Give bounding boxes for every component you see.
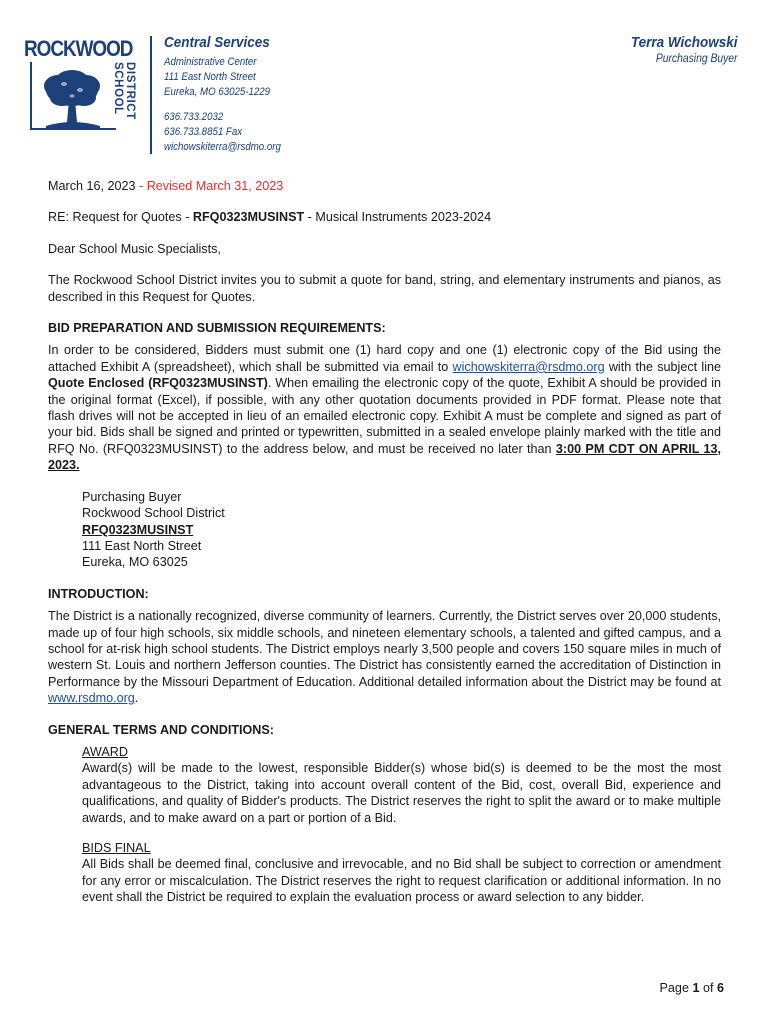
letterhead-divider <box>150 36 152 154</box>
logo-vertical-district: DISTRICT <box>124 62 136 120</box>
address-line: 111 East North Street <box>164 71 256 83</box>
address-line: Eureka, MO 63025-1229 <box>164 86 271 98</box>
bid-deadline: 3:00 PM CDT ON APRIL 13, 2023. <box>48 441 721 473</box>
address-line: Eureka, MO 63025 <box>82 555 188 570</box>
buyer-title: Purchasing Buyer <box>656 53 738 65</box>
bid-heading: BID PREPARATION AND SUBMISSION REQUIREMENTS: <box>48 321 386 336</box>
address-line: 111 East North Street <box>82 538 202 553</box>
bids-final-title: BIDS FINAL <box>82 841 151 855</box>
of-label: of <box>699 981 717 995</box>
letter-date <box>48 178 721 194</box>
page-total: 6 <box>716 981 724 995</box>
intro-heading: INTRODUCTION: <box>48 586 149 601</box>
bids-final-body: All Bids shall be deemed final, conclusive and irrevocable, and no Bid shall be subject to correction or amendment for any error or miscalculation. The District reserves the right to request clarification or additional information. In no event shall the District be required to explain the evaluation process or award selection to any bidder. <box>82 857 721 905</box>
bid-email-link[interactable]: wichowskiterra@rsdmo.org <box>452 359 605 374</box>
re-suffix: - Musical Instruments 2023-2024 <box>304 210 492 225</box>
logo-name: ROCKWOOD <box>24 36 133 61</box>
buyer-name: Terra Wichowski <box>631 34 738 51</box>
contact-email: wichowskiterra@rsdmo.org <box>164 141 281 153</box>
bids-final-section <box>82 840 721 906</box>
intro-paragraph: The Rockwood School District invites you to submit a quote for band, string, and elementary instruments and pianos, as described in this Request for Quotes. <box>48 273 721 304</box>
re-line <box>48 209 721 225</box>
date-text: March 16, 2023 <box>48 179 136 193</box>
page-label: Page <box>659 981 693 995</box>
bid-text: . When emailing the electronic copy of the quote, Exhibit A should be provided in the original format (Excel), if possible, with any other quotation documents provided in PDF format. Please note that flash drives will not be accepted in lieu of an emailed electronic copy. Exhibit A must be complete and signed as part of your bid. Bids shall be signed and printed or typewritten, submitted in a sealed envelope plainly marked with the title and RFQ No. (RFQ0323MUSINST) to the address below, and must be received no later than <box>48 376 721 456</box>
buyer-block <box>619 34 738 65</box>
revised-date: - Revised March 31, 2023 <box>135 179 284 193</box>
fax-number: 636.733.8851 Fax <box>164 126 243 138</box>
bid-text: with the subject line <box>604 359 722 374</box>
address-line: Administrative Center <box>164 56 257 68</box>
rfq-code: RFQ0323MUSINST <box>192 210 305 225</box>
re-prefix: RE: Request for Quotes - <box>48 210 193 225</box>
terms-heading: GENERAL TERMS AND CONDITIONS: <box>48 722 274 737</box>
intro-body <box>48 608 721 706</box>
page-number: 1 <box>692 981 700 995</box>
dept-title: Central Services <box>164 34 270 51</box>
phone-number: 636.733.2032 <box>164 111 224 123</box>
award-body: Award(s) will be made to the lowest, responsible Bidder(s) whose bid(s) is deemed to be the most the most advantageous to the District, taking into account overall content of the Bid, cost, overall Bid, experience and qualifications, and quality of Bidder's products. The District reserves the right to split the award or to make multiple awards, and to make award on a part or portion of a Bid. <box>82 761 721 825</box>
tree-icon <box>32 56 112 136</box>
intro-text-end: . <box>134 691 139 706</box>
bid-paragraph <box>48 342 721 473</box>
central-services-block <box>164 34 297 155</box>
district-website-link[interactable]: www.rsdmo.org <box>48 691 135 706</box>
address-line: Purchasing Buyer <box>82 489 182 504</box>
bid-text: In order to be considered, Bidders must submit one (1) hard copy and one (1) electronic copy of the Bid using the attached Exhibit A (spreadsheet), which shall be submitted via email to <box>48 343 721 374</box>
award-section <box>82 744 721 826</box>
address-line: Rockwood School District <box>82 506 225 521</box>
salutation: Dear School Music Specialists, <box>48 241 221 256</box>
letter-body <box>48 178 721 920</box>
logo-vertical-school: SCHOOL <box>112 62 124 115</box>
district-logo <box>24 36 136 132</box>
page-footer <box>660 981 724 995</box>
award-title: AWARD <box>82 744 128 759</box>
mailing-address <box>82 489 721 571</box>
intro-text: The District is a nationally recognized, diverse community of learners. Currently, the District serves over 20,000 students, made up of four high schools, six middle schools, and nineteen elementary schools, a talented and gifted campus, and a school for at-risk high school students. The District employs nearly 3,500 people and covers 150 square miles in much of western St. Louis and northern Jefferson counties. The District has consistently earned the accreditation of Distinction in Performance by the Missouri Department of Education. Additional detailed information about the District may be found at <box>48 609 721 689</box>
address-rfq-code: RFQ0323MUSINST <box>82 522 194 537</box>
bid-subject-line: Quote Enclosed (RFQ0323MUSINST) <box>48 376 268 391</box>
logo-vertical-text <box>110 62 136 134</box>
